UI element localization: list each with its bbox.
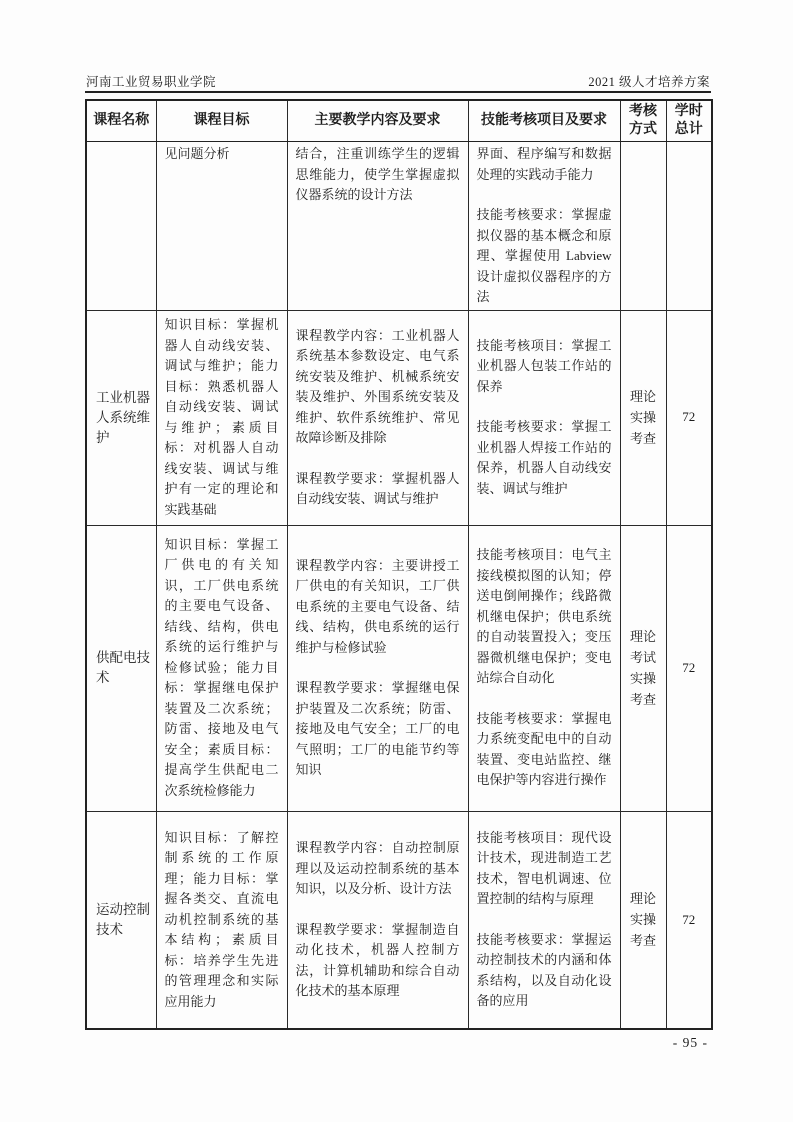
- assessment-method-cell: [620, 142, 666, 311]
- page-number: - 95 -: [672, 1035, 708, 1050]
- assessment-paragraph: 技能考核要求：掌握运动控制技术的内涵和体系结构，以及自动化设备的应用: [476, 931, 612, 1009]
- course-objectives-cell: [156, 525, 287, 811]
- course-table: [85, 99, 713, 1030]
- column-header-total-hours: 学时总计: [666, 100, 712, 142]
- objectives-paragraph: 知识目标：掌握工厂供电的有关知识，工厂供电系统的主要电气设备、结线、结构，供电系统的运行维护与检修试验；能力目标：掌握继电保护装置及二次系统；防雷、接地及电气安全；素质目标：提高学生供配电二次系统检修能力: [164, 536, 279, 798]
- assessment-paragraph: 技能考核项目：掌握工业机器人包装工作站的保养: [476, 337, 612, 394]
- course-name-cell: 运动控制技术: [86, 811, 156, 1029]
- method-line: 理论: [629, 891, 656, 907]
- content-paragraph: 课程教学内容：主要讲授工厂供电的有关知识，工厂供电系统的主要电气设备、结线、结构，供电系统的运行维护与检修试验: [295, 557, 460, 655]
- skill-assessment-cell: [468, 142, 620, 311]
- content-paragraph: 课程教学内容：自动控制原理以及运动控制系统的基本知识，以及分析、设计方法: [295, 840, 460, 896]
- objectives-paragraph: 见问题分析: [164, 146, 230, 161]
- objectives-paragraph: 知识目标：了解控制系统的工作原理；能力目标：掌握各类交、直流电动机控制系统的基本结构；素质目标：培养学生先进的管理理念和实际应用能力: [164, 829, 279, 1009]
- method-line: 理论: [629, 389, 656, 404]
- content-paragraph: 课程教学内容：工业机器人系统基本参数设定、电气系统安装及维护、机械系统安装及维护、外围系统安装及维护、软件系统维护、常见故障诊断及排除: [295, 327, 460, 445]
- total-hours-cell: 72: [666, 310, 712, 525]
- table-row-power-supply: [86, 525, 712, 811]
- course-name-cell: 工业机器人系统维护: [86, 310, 156, 525]
- teaching-content-cell: [287, 142, 468, 311]
- assessment-paragraph: 技能考核要求：掌握虚拟仪器的基本概念和原理、掌握使用 Labview 设计虚拟仪器程序的方法: [476, 207, 612, 304]
- skill-assessment-cell: [468, 811, 620, 1029]
- assessment-method-cell: [620, 310, 666, 525]
- total-hours-cell: 72: [666, 525, 712, 811]
- content-paragraph: 课程教学要求：掌握机器人自动线安装、调试与维护: [295, 470, 460, 506]
- header-rule: [85, 91, 711, 93]
- total-hours-cell: [666, 142, 712, 311]
- content-paragraph: 课程教学要求：掌握继电保护装置及二次系统；防雷、接地及电气安全；工厂的电气照明；工厂的电能节约等知识: [295, 680, 460, 777]
- method-line: 考查: [629, 431, 656, 446]
- content-paragraph: 结合，注重训练学生的逻辑思维能力，使学生掌握虚拟仪器系统的设计方法: [295, 146, 460, 202]
- column-header-assessment-method: 考核方式: [620, 100, 666, 142]
- course-objectives-cell: [156, 142, 287, 311]
- method-line: 实操: [629, 671, 656, 686]
- doc-header-program: 2021 级人才培养方案: [588, 75, 710, 89]
- column-header-teaching-content: 主要教学内容及要求: [287, 100, 468, 142]
- content-paragraph: 课程教学要求：掌握制造自动化技术，机器人控制方法，计算机辅助和综合自动化技术的基本原理: [295, 921, 460, 998]
- assessment-paragraph: 技能考核要求：掌握电力系统变配电中的自动装置、变电站监控、继电保护等内容进行操作: [476, 710, 612, 788]
- course-name-cell: [86, 142, 156, 311]
- teaching-content-cell: [287, 310, 468, 525]
- column-header-skill-assessment: 技能考核项目及要求: [468, 100, 620, 142]
- method-line: 考查: [629, 933, 656, 949]
- skill-assessment-cell: [468, 310, 620, 525]
- teaching-content-cell: [287, 525, 468, 811]
- table-row-continuation: [86, 142, 712, 311]
- method-line: 实操: [629, 410, 656, 425]
- table-header-row: [86, 100, 712, 142]
- doc-header-school: 河南工业贸易职业学院: [86, 75, 217, 89]
- assessment-method-cell: [620, 525, 666, 811]
- objectives-paragraph: 知识目标：掌握机器人自动线安装、调试与维护；能力目标：熟悉机器人自动线安装、调试与维护；素质目标：对机器人自动线安装、调试与维护有一定的理论和实践基础: [164, 317, 279, 517]
- table-row-industrial-robot: [86, 310, 712, 525]
- teaching-content-cell: [287, 811, 468, 1029]
- course-name-cell: 供配电技术: [86, 525, 156, 811]
- assessment-paragraph: 技能考核项目：电气主接线模拟图的认知；停送电倒闸操作；线路微机继电保护；供电系统的自动装置投入；变压器微机继电保护；变电站综合自动化: [476, 547, 612, 686]
- method-line: 实操: [629, 912, 656, 928]
- assessment-paragraph: 技能考核要求：掌握工业机器人焊接工作站的保养，机器人自动线安装、调试与维护: [476, 419, 612, 496]
- course-objectives-cell: [156, 811, 287, 1029]
- method-line: 考试: [629, 650, 656, 665]
- method-line: 考查: [629, 692, 656, 707]
- assessment-method-cell: [620, 811, 666, 1029]
- column-header-course-name: 课程名称: [86, 100, 156, 142]
- total-hours-cell: 72: [666, 811, 712, 1029]
- assessment-paragraph: 界面、程序编写和数据处理的实践动手能力: [476, 146, 612, 182]
- course-objectives-cell: [156, 310, 287, 525]
- assessment-paragraph: 技能考核项目：现代设计技术，现进制造工艺技术，智电机调速、位置控制的结构与原理: [476, 829, 612, 907]
- column-header-course-objectives: 课程目标: [156, 100, 287, 142]
- skill-assessment-cell: [468, 525, 620, 811]
- method-line: 理论: [629, 629, 656, 644]
- table-row-motion-control: [86, 811, 712, 1029]
